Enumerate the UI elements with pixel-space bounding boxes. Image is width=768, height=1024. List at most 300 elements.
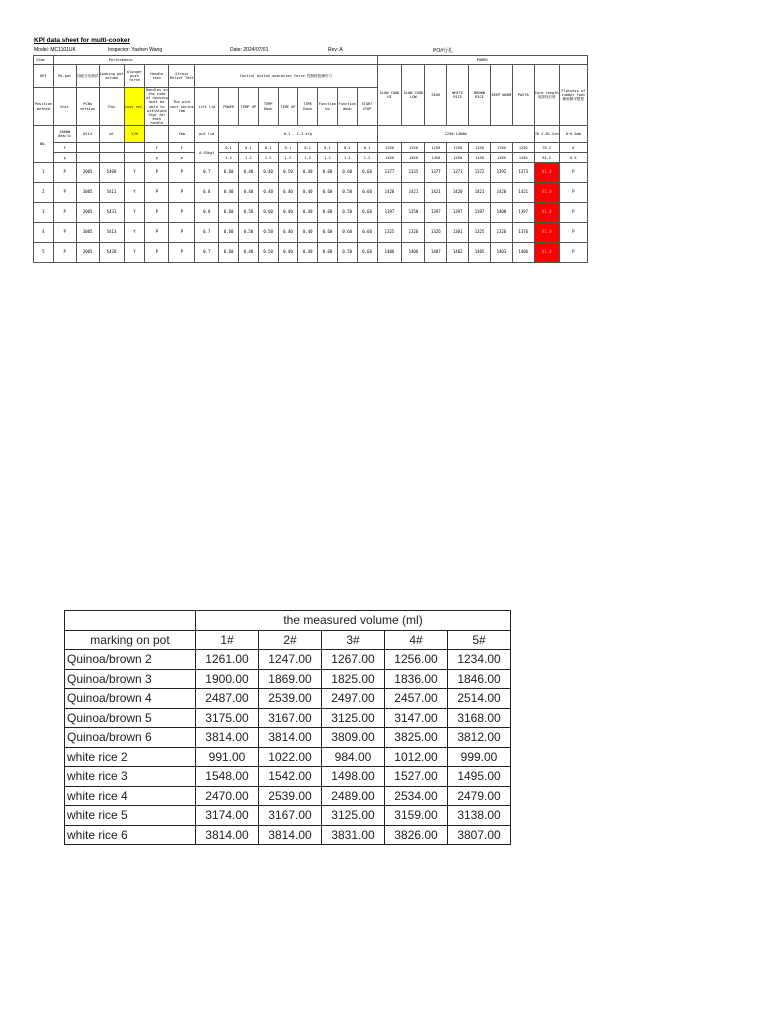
marking-label: white rice 4 (65, 786, 196, 806)
method-unit: Unit (53, 88, 76, 126)
volume-value: 1267.00 (322, 650, 385, 670)
button-force: 0.60 (219, 203, 239, 223)
button-force: 0.60 (357, 223, 377, 243)
revision-label: Rev: A (328, 47, 343, 53)
req-power: 1800W 8ea/1c (53, 126, 76, 143)
flatness-result: P (559, 203, 587, 223)
lim-01: 0.1 (298, 143, 318, 153)
volume-row (65, 689, 511, 709)
method-pcba: PCBa version (76, 88, 99, 126)
volume-value: 1247.00 (259, 650, 322, 670)
lim-12: 1.2 (219, 153, 239, 163)
requirement-row (34, 126, 588, 143)
req-force-range: 0.1 - 1.3 kfg (219, 126, 377, 143)
kpi-mi-pot: Mi-pot (53, 65, 76, 88)
power-reading: 1397 (512, 203, 534, 223)
lim-12: 1.2 (298, 153, 318, 163)
volume-value: 2470.00 (196, 786, 259, 806)
lim-f: F (145, 143, 169, 153)
button-force: 0.60 (357, 163, 377, 183)
lim-01: 0.1 (219, 143, 239, 153)
mi-pot-result: P (53, 163, 76, 183)
volume-row (65, 806, 511, 826)
power-reading: 1325 (377, 223, 402, 243)
power-reading: 1326 (425, 223, 447, 243)
lim-01: 0.1 (278, 143, 298, 153)
lim-1250: 1250 (447, 143, 469, 153)
handle-result: P (145, 203, 169, 223)
req-yn: Y/N (124, 126, 145, 143)
power-reading: 1406 (512, 243, 534, 263)
req-handle (145, 126, 169, 143)
button-force: 0.40 (258, 163, 278, 183)
volume-value: 3809.00 (322, 728, 385, 748)
kpi-data-row (34, 163, 588, 183)
method-wire: The wire cont shrink 7mm (169, 88, 195, 126)
button-force: 0.60 (318, 183, 338, 203)
button-force: 0.40 (239, 163, 259, 183)
button-force: 0.50 (337, 203, 357, 223)
volume-row (65, 650, 511, 670)
lim-12: 1.2 (278, 153, 298, 163)
volume-row (65, 728, 511, 748)
volume-value: 2497.00 (322, 689, 385, 709)
kpi-white-rice: WHITE RICE (447, 65, 469, 126)
volume-row (65, 825, 511, 845)
marking-label: Quinoa/brown 4 (65, 689, 196, 709)
handle-result: P (145, 183, 169, 203)
volume-value: 1022.00 (259, 747, 322, 767)
volume-value: 1825.00 (322, 669, 385, 689)
model-label: Model: MC1101UK (34, 47, 76, 53)
lim-f: F (169, 143, 195, 153)
volume-table (64, 610, 511, 845)
volume-value: 3125.00 (322, 708, 385, 728)
mi-pot-result: P (53, 243, 76, 263)
pcba-version: 3005 (76, 183, 99, 203)
cord-length: 81.0 (534, 183, 559, 203)
kpi-data-row (34, 183, 588, 203)
lim-1450: 1450 (447, 153, 469, 163)
power-reading: 1406 (402, 243, 425, 263)
button-force: 0.40 (239, 183, 259, 203)
method-handles: Handles on the side of housing must be able to withstand 7kgf for each handle (145, 88, 168, 125)
volume-value: 1548.00 (196, 767, 259, 787)
lim-01: 0.1 (258, 143, 278, 153)
power-reading: 1421 (402, 183, 425, 203)
volume-value: 999.00 (448, 747, 511, 767)
item-row (34, 56, 588, 65)
power-reading: 1373 (512, 163, 534, 183)
cooking-volume: 5431 (99, 203, 124, 223)
kpi-slow-low: SLOW COOK LOW (402, 65, 425, 126)
sample-column-header: 4# (385, 630, 448, 650)
button-force: 0.40 (298, 223, 318, 243)
document-title: KPI data sheet for multi-cooker (34, 37, 131, 44)
power-header: POWER (377, 56, 588, 65)
volume-value: 3814.00 (259, 728, 322, 748)
volume-value: 2539.00 (259, 786, 322, 806)
power-reading: 1421 (512, 183, 534, 203)
pan-result: Y (124, 203, 145, 223)
pan-result: Y (124, 183, 145, 203)
volume-row (65, 786, 511, 806)
lim-1250: 1250 (512, 143, 534, 153)
method-start-stop: START STOP (357, 88, 377, 126)
button-force: 0.50 (258, 243, 278, 263)
strain-result: P (169, 243, 195, 263)
volume-row (65, 747, 511, 767)
method-label: Position method (34, 88, 54, 126)
lim-1450: 1450 (490, 153, 512, 163)
lift-lid-force: 0.7 (195, 163, 219, 183)
button-force: 0.40 (298, 183, 318, 203)
volume-value: 2539.00 (259, 689, 322, 709)
power-reading: 1420 (447, 183, 469, 203)
volume-value: 3826.00 (385, 825, 448, 845)
kpi-data-row (34, 223, 588, 243)
lim-01: 0.1 (337, 143, 357, 153)
power-reading: 1403 (490, 243, 512, 263)
volume-value: 3125.00 (322, 806, 385, 826)
power-reading: 1420 (490, 183, 512, 203)
lim-1450: 1450 (402, 153, 425, 163)
pcba-version: 3005 (76, 203, 99, 223)
marking-label: Quinoa/brown 3 (65, 669, 196, 689)
volume-value: 3174.00 (196, 806, 259, 826)
req-put-lid: put lid (195, 126, 219, 143)
volume-value: 3814.00 (259, 825, 322, 845)
pan-result: Y (124, 223, 145, 243)
volume-value: 2534.00 (385, 786, 448, 806)
button-force: 0.50 (239, 223, 259, 243)
method-lift-lid: lift lid (195, 88, 219, 126)
mi-pot-result: P (53, 203, 76, 223)
lim-12: 1.2 (258, 153, 278, 163)
lim-12: 1.2 (318, 153, 338, 163)
button-force: 0.40 (258, 183, 278, 203)
sample-column-header: 2# (259, 630, 322, 650)
lim-12: 1.2 (337, 153, 357, 163)
volume-value: 2514.00 (448, 689, 511, 709)
method-temp-up: TEMP UP (239, 88, 259, 126)
button-force: 0.60 (357, 183, 377, 203)
power-reading: 1326 (402, 223, 425, 243)
req-unit: 6214 (76, 126, 99, 143)
lim-0: 0 (559, 143, 587, 153)
button-force: 0.50 (258, 223, 278, 243)
pcba-version: 3005 (76, 223, 99, 243)
volume-value: 3138.00 (448, 806, 511, 826)
volume-value: 1869.00 (259, 669, 322, 689)
button-force: 0.50 (239, 203, 259, 223)
method-time-down: TIME Down (298, 88, 318, 126)
kpi-data-row (34, 203, 588, 223)
marking-label: Quinoa/brown 2 (65, 650, 196, 670)
button-force: 0.40 (278, 243, 298, 263)
volume-value: 2479.00 (448, 786, 511, 806)
power-reading: 1325 (469, 223, 491, 243)
cord-length: 81.0 (534, 223, 559, 243)
cooking-volume: 5428 (99, 243, 124, 263)
method-power: POWER (219, 88, 239, 126)
method-temp-down: TEMP Down (258, 88, 278, 126)
power-reading: 1397 (469, 203, 491, 223)
power-reading: 1392 (490, 163, 512, 183)
lift-lid-force: 0.8 (195, 183, 219, 203)
sample-column-header: 3# (322, 630, 385, 650)
button-force: 0.40 (278, 183, 298, 203)
volume-value: 2489.00 (322, 786, 385, 806)
lim-12: 1.2 (357, 153, 377, 163)
volume-header-row (65, 630, 511, 650)
button-force: 0.50 (337, 183, 357, 203)
lim-p: p (53, 153, 76, 163)
volume-value: 2457.00 (385, 689, 448, 709)
power-reading: 1376 (512, 223, 534, 243)
button-force: 0.60 (318, 163, 338, 183)
power-reading: 1402 (447, 243, 469, 263)
lim-1250: 1250 (402, 143, 425, 153)
volume-title-row (65, 611, 511, 631)
strain-result: P (169, 203, 195, 223)
pcba-version: 3005 (76, 163, 99, 183)
power-reading: 1421 (469, 183, 491, 203)
volume-value: 3167.00 (259, 708, 322, 728)
kpi-data-row (34, 243, 588, 263)
flatness-result: P (559, 163, 587, 183)
volume-value: 3167.00 (259, 806, 322, 826)
upper-limit-row (34, 143, 588, 153)
lim-1450: 1450 (512, 153, 534, 163)
lim-12: 1.2 (239, 153, 259, 163)
pan-result: Y (124, 243, 145, 263)
button-force: 0.60 (318, 223, 338, 243)
lim-1250: 1250 (490, 143, 512, 153)
kpi-brown-rice: BROWN RICE (469, 65, 491, 126)
volume-value: 1498.00 (322, 767, 385, 787)
method-just-ref: just ref. (124, 88, 145, 126)
marking-label: white rice 3 (65, 767, 196, 787)
power-reading: 1407 (425, 243, 447, 263)
cord-length: 81.0 (534, 163, 559, 183)
volume-title: the measured volume (ml) (196, 611, 511, 631)
flatness-result: P (559, 183, 587, 203)
req-ml: ml (99, 126, 124, 143)
volume-value: 984.00 (322, 747, 385, 767)
lim-01: 0.1 (357, 143, 377, 153)
volume-value: 3812.00 (448, 728, 511, 748)
power-reading: 1372 (469, 163, 491, 183)
lim-1250: 1250 (425, 143, 447, 153)
method-time-up: TIME UP (278, 88, 298, 126)
performance-header: Performance (53, 56, 377, 65)
lim-05: 0.5 (559, 153, 587, 163)
req-wire: 7mm (169, 126, 195, 143)
date-label: Date: 2024/07/01 (230, 47, 269, 53)
kpi-strain: Strain Relief Test (169, 65, 195, 88)
mi-pot-result: P (53, 183, 76, 203)
power-reading: 1301 (447, 223, 469, 243)
lim-762: 76.2 (534, 143, 559, 153)
row-no: 3 (34, 203, 54, 223)
req-power-range: 1250~1400W (377, 126, 534, 143)
kpi-cooking-volume: Cooking pot volume (99, 65, 124, 88)
kpi-handle: Handle test (145, 65, 169, 88)
button-force: 0.40 (298, 243, 318, 263)
lim-812: 81.2 (534, 153, 559, 163)
kpi-cn-test: 功能分布测试 (76, 65, 99, 88)
button-force: 0.40 (298, 203, 318, 223)
lim-1450: 1450 (469, 153, 491, 163)
button-force: 0.60 (318, 203, 338, 223)
volume-value: 3831.00 (322, 825, 385, 845)
flatness-result: P (559, 223, 587, 243)
volume-value: 1527.00 (385, 767, 448, 787)
row-no: 5 (34, 243, 54, 263)
button-force: 0.40 (239, 243, 259, 263)
strain-result: P (169, 163, 195, 183)
lift-lid-force: 0.8 (195, 203, 219, 223)
kpi-keep-warm: KEEP WARM (490, 65, 512, 126)
cooking-volume: 5408 (99, 163, 124, 183)
cord-length: 81.0 (534, 203, 559, 223)
method-function-up: Function Up (318, 88, 338, 126)
row-no: 1 (34, 163, 54, 183)
lim-1450: 1450 (377, 153, 402, 163)
volume-value: 2487.00 (196, 689, 259, 709)
kpi-sear: SEAR (425, 65, 447, 126)
power-reading: 1377 (425, 163, 447, 183)
kpi-flatness: Flatness of rubber foot 橡胶脚平整度 (559, 65, 587, 126)
power-reading: 1406 (377, 243, 402, 263)
kpi-plunger: plunger push force (124, 65, 145, 88)
mi-pot-result: P (53, 223, 76, 243)
kpi-slow-hi: SLOW COOK HI (377, 65, 402, 126)
volume-value: 1234.00 (448, 650, 511, 670)
kpi-label: KPI (34, 65, 54, 88)
power-reading: 1405 (469, 243, 491, 263)
button-force: 0.60 (219, 223, 239, 243)
handle-result: P (145, 243, 169, 263)
button-force: 0.50 (337, 243, 357, 263)
button-force: 0.60 (318, 243, 338, 263)
method-pan: Pan (99, 88, 124, 126)
volume-value: 1900.00 (196, 669, 259, 689)
lim-1250: 1250 (469, 143, 491, 153)
marking-label: white rice 2 (65, 747, 196, 767)
volume-value: 3814.00 (196, 825, 259, 845)
power-reading: 1373 (447, 163, 469, 183)
kpi-header-row (34, 65, 588, 88)
volume-value: 1012.00 (385, 747, 448, 767)
volume-value: 3168.00 (448, 708, 511, 728)
lim-1450: 1450 (425, 153, 447, 163)
req-cord: 76.2-81.2cm (534, 126, 559, 143)
power-reading: 1421 (425, 183, 447, 203)
sample-column-header: 1# (196, 630, 259, 650)
pan-result: Y (124, 163, 145, 183)
button-force: 0.40 (219, 183, 239, 203)
row-no: 4 (34, 223, 54, 243)
button-force: 0.50 (278, 163, 298, 183)
volume-value: 1836.00 (385, 669, 448, 689)
button-force: 0.60 (219, 163, 239, 183)
volume-row (65, 669, 511, 689)
kpi-table (33, 55, 588, 263)
strain-result: P (169, 223, 195, 243)
flatness-result: P (559, 243, 587, 263)
kpi-cord: Cord length 电源线长度 (534, 65, 559, 126)
cooking-volume: 5411 (99, 183, 124, 203)
strain-result: P (169, 183, 195, 203)
kpi-data-rows (34, 163, 588, 263)
button-force: 0.60 (337, 223, 357, 243)
handle-result: P (145, 163, 169, 183)
lim-p: p (169, 153, 195, 163)
pcba-version: 3005 (76, 243, 99, 263)
button-force: 0.60 (357, 243, 377, 263)
lim-01: 0.1 (318, 143, 338, 153)
volume-value: 3159.00 (385, 806, 448, 826)
volume-row (65, 767, 511, 787)
inspector-label: Inspector: Yashen Wang (108, 47, 163, 53)
lift-lid-force: 0.7 (195, 223, 219, 243)
power-reading: 1397 (425, 203, 447, 223)
lim-p: p (145, 153, 169, 163)
volume-value: 1542.00 (259, 767, 322, 787)
marking-label: white rice 6 (65, 825, 196, 845)
power-reading: 1397 (377, 203, 402, 223)
volume-value: 3825.00 (385, 728, 448, 748)
method-function-down: Function down (337, 88, 357, 126)
button-force: 0.40 (298, 163, 318, 183)
button-force: 0.60 (357, 203, 377, 223)
item-label: Item (34, 56, 54, 65)
po-label: PO#行扎 (433, 48, 454, 54)
volume-value: 1261.00 (196, 650, 259, 670)
volume-value: 991.00 (196, 747, 259, 767)
marking-label: Quinoa/brown 6 (65, 728, 196, 748)
button-force: 0.40 (278, 203, 298, 223)
volume-value: 3807.00 (448, 825, 511, 845)
volume-value: 3147.00 (385, 708, 448, 728)
power-reading: 1397 (447, 203, 469, 223)
lim-lift: 0.93kgf (195, 143, 219, 163)
power-reading: 1326 (490, 223, 512, 243)
marking-label: Quinoa/brown 5 (65, 708, 196, 728)
volume-value: 3814.00 (196, 728, 259, 748)
volume-value: 1256.00 (385, 650, 448, 670)
kpi-pasta: PASTA (512, 65, 534, 126)
volume-value: 1846.00 (448, 669, 511, 689)
button-force: 0.60 (258, 203, 278, 223)
marking-header: marking on pot (65, 630, 196, 650)
sample-column-header: 5# (448, 630, 511, 650)
cooking-volume: 5413 (99, 223, 124, 243)
lim-01: 0.1 (239, 143, 259, 153)
marking-label: white rice 5 (65, 806, 196, 826)
power-reading: 1377 (377, 163, 402, 183)
lower-limit-row (34, 153, 588, 163)
power-reading: 1420 (377, 183, 402, 203)
row-no: 2 (34, 183, 54, 203)
lift-lid-force: 0.7 (195, 243, 219, 263)
power-reading: 1335 (402, 163, 425, 183)
power-reading: 1408 (490, 203, 512, 223)
power-reading: 1350 (402, 203, 425, 223)
button-force: 0.60 (337, 163, 357, 183)
